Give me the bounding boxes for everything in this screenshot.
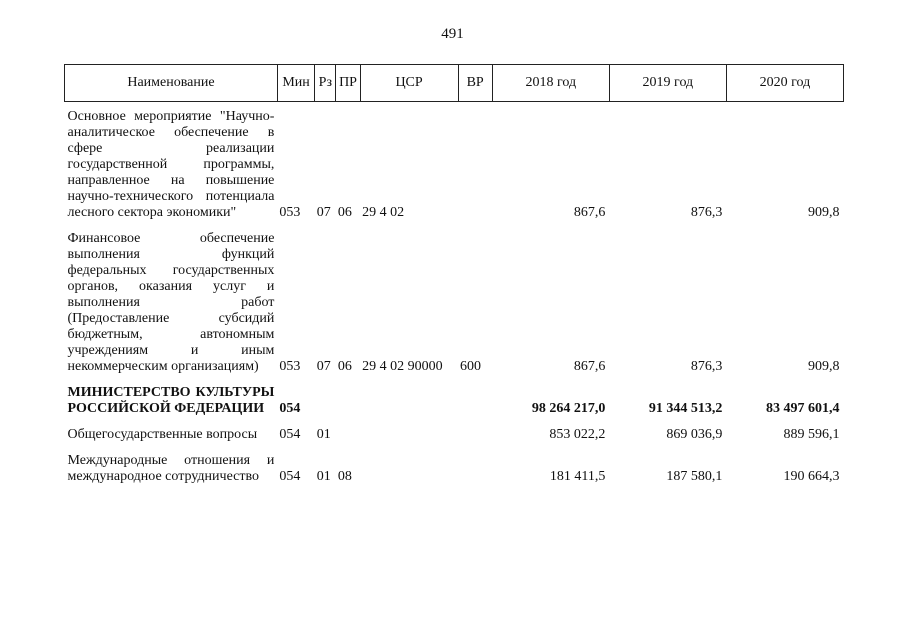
row-2019: 91 344 513,2 — [648, 401, 723, 416]
row-2019: 869 036,9 — [666, 427, 723, 442]
row-vr: 600 — [460, 359, 481, 374]
header-2019: 2019 год — [609, 65, 726, 102]
page-number: 491 — [441, 26, 464, 42]
header-pr: ПР — [336, 65, 360, 102]
row-pr — [336, 420, 360, 446]
row-vr — [458, 102, 492, 225]
header-2020: 2020 год — [726, 65, 843, 102]
row-2018: 98 264 217,0 — [531, 401, 606, 416]
row-2020: 190 664,3 — [783, 469, 840, 484]
row-2018: 853 022,2 — [549, 427, 606, 442]
row-2020: 889 596,1 — [783, 427, 840, 442]
row-csr: 29 4 02 90000 — [362, 359, 443, 374]
row-csr — [360, 446, 458, 488]
header-rz: Рз — [315, 65, 336, 102]
row-2020: 83 497 601,4 — [766, 401, 840, 416]
header-csr: ЦСР — [360, 65, 458, 102]
row-2018: 867,6 — [573, 359, 606, 374]
row-csr: 29 4 02 — [362, 205, 405, 220]
row-2020: 909,8 — [808, 205, 840, 220]
row-2019: 876,3 — [690, 359, 723, 374]
row-csr — [360, 378, 458, 420]
row-vr — [458, 446, 492, 488]
header-2018: 2018 год — [492, 65, 609, 102]
row-rz — [315, 378, 336, 420]
header-name: Наименование — [65, 65, 278, 102]
row-rz: 01 — [316, 427, 331, 442]
header-vr: ВР — [458, 65, 492, 102]
row-2018: 867,6 — [573, 205, 606, 220]
row-vr — [458, 420, 492, 446]
table-header — [65, 65, 844, 102]
row-2019: 187 580,1 — [666, 469, 723, 484]
table-row — [65, 224, 844, 378]
row-csr — [360, 420, 458, 446]
row-name: Финансовое обеспечение выполнения функций федеральных государственных органов, оказания услуг и выполнения работ (Предоставление субсидий бюджетным, автономным учреждениям и иным некоммерческим организациям) — [67, 231, 275, 374]
table-row — [65, 378, 844, 420]
row-min: 054 — [279, 427, 301, 442]
table-body — [65, 102, 844, 489]
row-pr: 08 — [337, 469, 352, 484]
budget-table — [64, 64, 844, 488]
row-min: 053 — [279, 205, 301, 220]
row-rz: 07 — [316, 205, 331, 220]
row-min: 053 — [279, 359, 301, 374]
header-min: Мин — [277, 65, 314, 102]
row-min: 054 — [279, 401, 301, 416]
row-2020: 909,8 — [808, 359, 840, 374]
row-pr — [336, 378, 360, 420]
table-row — [65, 420, 844, 446]
row-name: Основное мероприятие "Научно-аналитическое обеспечение в сфере реализации государственной программы, направленное на повышение научно-технического потенциала лесного сектора экономики" — [67, 109, 275, 220]
row-pr: 06 — [337, 359, 352, 374]
row-name: Общегосударственные вопросы — [67, 427, 258, 442]
table-row — [65, 446, 844, 488]
row-name: Международные отношения и международное сотрудничество — [67, 453, 275, 484]
row-rz: 07 — [316, 359, 331, 374]
table-row — [65, 102, 844, 225]
row-name: МИНИСТЕРСТВО КУЛЬТУРЫ РОССИЙСКОЙ ФЕДЕРАЦИИ — [67, 385, 275, 416]
header-row — [65, 65, 844, 102]
row-2019: 876,3 — [690, 205, 723, 220]
row-pr: 06 — [337, 205, 352, 220]
row-min: 054 — [279, 469, 301, 484]
row-2018: 181 411,5 — [549, 469, 606, 484]
row-vr — [458, 378, 492, 420]
row-rz: 01 — [316, 469, 331, 484]
